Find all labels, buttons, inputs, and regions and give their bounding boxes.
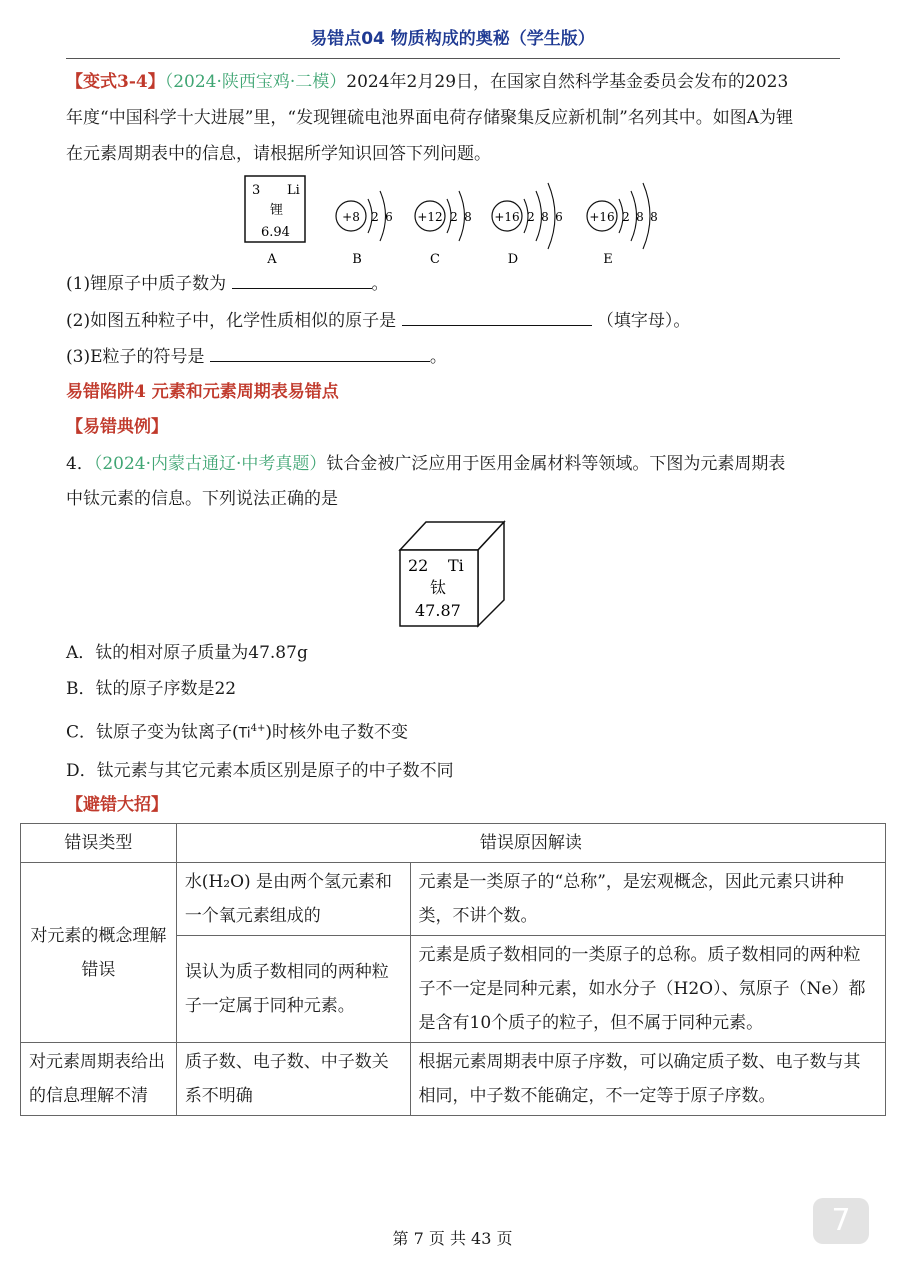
variant-tag: 【变式3-4】 — [66, 72, 165, 92]
header-divider — [66, 58, 840, 59]
lithium-atomic-number: 3 — [252, 183, 261, 198]
question-1-text: (1)锂原子中质子数为 — [66, 274, 227, 294]
page-footer: 第 7 页 共 43 页 — [392, 1229, 513, 1248]
lithium-element-cell — [245, 176, 305, 242]
header-error-reason: 错误原因解读 — [176, 824, 885, 863]
question-1-tail: 。 — [371, 274, 389, 294]
particle-b-electrons-2: 6 — [385, 210, 393, 224]
question-4-line-2: 中钛元素的信息。下列说法正确的是 — [66, 489, 338, 509]
question-3 — [66, 345, 447, 369]
option-a[interactable]: A．钛的相对原子质量为47.87g — [66, 643, 308, 663]
particle-b-electrons-1: 2 — [371, 210, 379, 224]
particle-d-electrons-1: 2 — [527, 210, 535, 224]
answer-blank-1[interactable] — [232, 272, 372, 289]
particle-c-electrons-1: 2 — [450, 210, 458, 224]
question-2-text: (2)如图五种粒子中，化学性质相似的原子是 — [66, 311, 397, 331]
variant-source: （2024·陕西宝鸡·二模） — [164, 72, 347, 92]
row-1a-explanation: 元素是一类原子的“总称”，是宏观概念，因此元素只讲种类，不讲个数。 — [410, 863, 885, 936]
question-1 — [66, 272, 389, 296]
label-c: C — [430, 252, 440, 267]
variant-text-1: 2024年2月29日，在国家自然科学基金委员会发布的2023 — [346, 72, 789, 92]
table-row — [21, 863, 886, 936]
label-e: E — [603, 252, 613, 267]
particle-e-shell-3 — [643, 183, 650, 249]
table-row — [21, 1043, 886, 1116]
question-2 — [66, 309, 690, 333]
option-c-text-post: )时核外电子数不变 — [265, 722, 409, 743]
option-c-charge: 4+ — [250, 723, 266, 734]
answer-blank-3[interactable] — [210, 345, 430, 362]
trap-section-title: 易错陷阱4 元素和元素周期表易错点 — [66, 382, 339, 402]
row-2-error-type: 对元素周期表给出的信息理解不清 — [21, 1043, 177, 1116]
particle-c-electrons-2: 8 — [464, 210, 472, 224]
atomic-structure-diagram — [240, 172, 680, 272]
particle-e — [587, 183, 658, 267]
question-4-text-1: 钛合金被广泛应用于医用金属材料等领域。下图为元素周期表 — [326, 454, 786, 474]
titanium-symbol: Ti — [448, 556, 464, 575]
lithium-symbol: Li — [287, 183, 300, 198]
titanium-mass: 47.87 — [415, 601, 461, 620]
row-1a-error: 水(H₂O) 是由两个氢元素和一个氧元素组成的 — [176, 863, 410, 936]
question-4-line-1 — [66, 452, 785, 476]
particle-d-electrons-2: 8 — [541, 210, 549, 224]
example-section-title: 【易错典例】 — [66, 417, 168, 437]
error-analysis-table — [20, 823, 886, 1116]
particle-d-electrons-3: 6 — [555, 210, 563, 224]
particle-d-shell-3 — [548, 183, 555, 249]
particle-e-electrons-2: 8 — [636, 210, 644, 224]
particle-e-charge: +16 — [589, 210, 615, 224]
question-2-tail: （填字母）。 — [596, 311, 691, 331]
particle-b — [336, 191, 393, 267]
titanium-name: 钛 — [430, 578, 447, 597]
particle-d-charge: +16 — [494, 210, 520, 224]
particle-d — [492, 183, 563, 267]
variant-line-1 — [66, 70, 788, 94]
variant-line-2: 年度“中国科学十大进展”里，“发现锂硫电池界面电荷存储聚集反应新机制”名列其中。如图A为锂 — [66, 108, 794, 128]
label-d: D — [507, 252, 519, 267]
particle-e-electrons-1: 2 — [622, 210, 630, 224]
row-1b-explanation: 元素是质子数相同的一类原子的总称。质子数相同的两种粒子不一定是同种元素，如水分子（H2O）、氖原子（Ne）都是含有10个质子的粒子，但不属于同种元素。 — [410, 936, 885, 1043]
particle-c-charge: +12 — [417, 210, 443, 224]
row-2-error: 质子数、电子数、中子数关系不明确 — [176, 1043, 410, 1116]
tips-section-title: 【避错大招】 — [66, 795, 168, 815]
row-1-error-type: 对元素的概念理解错误 — [21, 863, 177, 1043]
question-4-source: （2024·内蒙古通辽·中考真题） — [93, 454, 327, 474]
row-2-explanation: 根据元素周期表中原子序数，可以确定质子数、电子数与其相同，中子数不能确定，不一定等于原子序数。 — [410, 1043, 885, 1116]
lithium-name: 锂 — [270, 203, 284, 218]
option-d[interactable]: D．钛元素与其它元素本质区别是原子的中子数不同 — [66, 761, 454, 781]
table-header-row — [21, 824, 886, 863]
option-c-text-pre: C．钛原子变为钛离子( — [66, 722, 239, 743]
label-b: B — [352, 252, 362, 267]
row-1b-error: 误认为质子数相同的两种粒子一定属于同种元素。 — [176, 936, 410, 1043]
answer-blank-2[interactable] — [402, 309, 592, 326]
lithium-mass: 6.94 — [261, 225, 290, 240]
option-c-ion: Ti — [238, 725, 251, 742]
option-b[interactable]: B．钛的原子序数是22 — [66, 679, 237, 699]
header-error-type: 错误类型 — [21, 824, 177, 863]
titanium-atomic-number: 22 — [408, 556, 429, 575]
page-header-title: 易错点04 物质构成的奥秘（学生版） — [310, 29, 595, 49]
question-3-text: (3)E粒子的符号是 — [66, 347, 205, 367]
option-c[interactable] — [66, 717, 408, 746]
question-4-number: 4． — [66, 454, 94, 474]
particle-e-electrons-3: 8 — [650, 210, 658, 224]
particle-b-charge: +8 — [342, 210, 360, 224]
question-3-tail: 。 — [429, 347, 447, 367]
particle-c — [415, 191, 472, 267]
label-a: A — [267, 252, 277, 267]
titanium-element-cube — [398, 520, 508, 630]
variant-line-3: 在元素周期表中的信息，请根据所学知识回答下列问题。 — [66, 144, 491, 164]
page-number-badge: 7 — [813, 1198, 869, 1244]
